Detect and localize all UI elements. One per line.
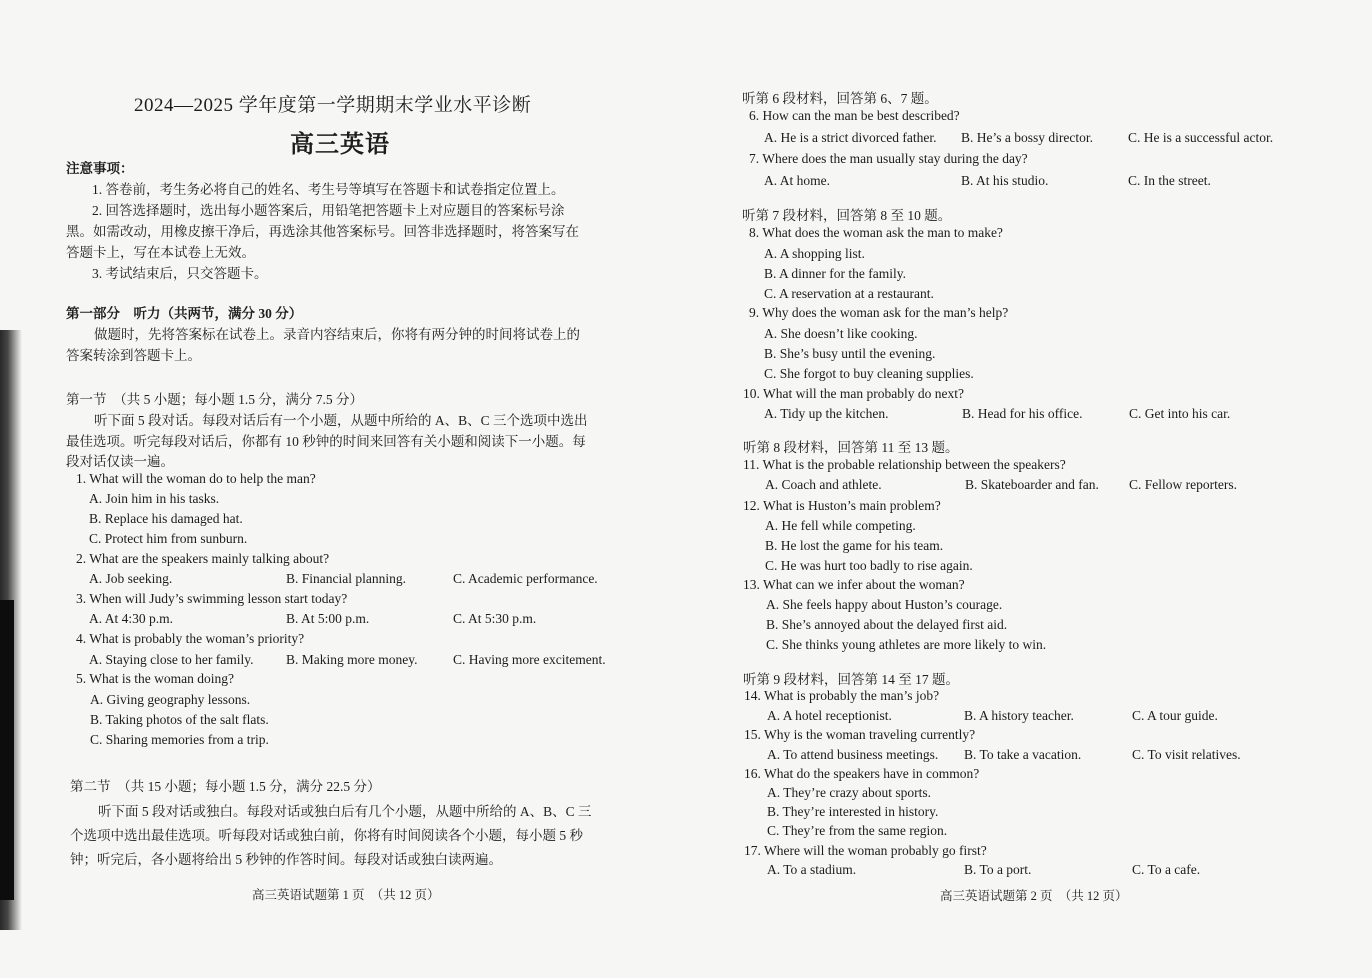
exam-page-1: [64, 0, 624, 978]
option-a: A. She doesn’t like cooking.: [764, 326, 918, 341]
option-b: B. At 5:00 p.m.: [286, 611, 370, 626]
section2-intro-line: 听下面 5 段对话或独白。每段对话或独白后有几个小题，从题中所给的 A、B、C 三: [98, 804, 592, 819]
question-16: 16. What do the speakers have in common?: [744, 766, 980, 781]
option-a: A. He is a strict divorced father.: [764, 130, 937, 145]
option-b: B. Taking photos of the salt flats.: [90, 712, 269, 727]
question-14: 14. What is probably the man’s job?: [744, 688, 940, 703]
question-4: 4. What is probably the woman’s priority?: [76, 631, 305, 646]
option-c: C. Fellow reporters.: [1129, 477, 1237, 492]
section1-intro-line: 段对话仅读一遍。: [66, 454, 174, 469]
notice-line: 2. 回答选择题时，选出每小题答案后，用铅笔把答题卡上对应题目的答案标号涂: [92, 203, 565, 218]
page-footer: 高三英语试题第 1 页 （共 12 页）: [252, 888, 440, 902]
option-c: C. She forgot to buy cleaning supplies.: [764, 366, 974, 381]
option-c: C. A tour guide.: [1132, 708, 1218, 723]
option-b: B. To take a vacation.: [964, 747, 1082, 762]
option-a: A. A hotel receptionist.: [767, 708, 892, 723]
option-b: B. She’s annoyed about the delayed first aid.: [766, 617, 1008, 632]
option-a: A. Tidy up the kitchen.: [764, 406, 889, 421]
option-b: B. A dinner for the family.: [764, 266, 906, 281]
question-12: 12. What is Huston’s main problem?: [743, 498, 941, 513]
question-8: 8. What does the woman ask the man to make?: [749, 225, 1003, 240]
question-7: 7. Where does the man usually stay during the day?: [749, 151, 1028, 166]
option-b: B. Financial planning.: [286, 571, 406, 586]
option-c: C. To a cafe.: [1132, 862, 1201, 877]
exam-subtitle: 高三英语: [290, 132, 390, 158]
material-heading: 听第 7 段材料，回答第 8 至 10 题。: [742, 208, 952, 223]
option-b: B. He lost the game for his team.: [765, 538, 944, 553]
option-a: A. At home.: [764, 173, 830, 188]
option-b: B. They’re interested in history.: [767, 804, 939, 819]
option-c: C. He was hurt too badly to rise again.: [765, 558, 973, 573]
option-c: C. In the street.: [1128, 173, 1211, 188]
part1-intro-line: 答案转涂到答题卡上。: [66, 348, 201, 363]
notice-line: 3. 考试结束后，只交答题卡。: [92, 266, 268, 281]
option-a: A. To attend business meetings.: [767, 747, 939, 762]
option-a: A. Giving geography lessons.: [90, 692, 251, 707]
question-2: 2. What are the speakers mainly talking about?: [76, 551, 330, 566]
option-c: C. Having more excitement.: [453, 652, 606, 667]
question-3: 3. When will Judy’s swimming lesson start today?: [76, 591, 348, 606]
question-5: 5. What is the woman doing?: [76, 671, 234, 686]
notice-line: 黑。如需改动，用橡皮擦干净后，再选涂其他答案标号。回答非选择题时，将答案写在: [66, 224, 579, 239]
part1-intro-line: 做题时，先将答案标在试卷上。录音内容结束后，你将有两分钟的时间将试卷上的: [94, 327, 580, 342]
option-b: B. At his studio.: [961, 173, 1049, 188]
notice-line: 1. 答卷前，考生务必将自己的姓名、考生号等填写在答题卡和试卷指定位置上。: [92, 182, 565, 197]
option-a: A. A shopping list.: [764, 246, 865, 261]
option-a: A. To a stadium.: [767, 862, 857, 877]
material-heading: 听第 6 段材料，回答第 6、7 题。: [742, 91, 938, 106]
question-15: 15. Why is the woman traveling currently?: [744, 727, 976, 742]
section2-intro-line: 钟；听完后，各小题将给出 5 秒钟的作答时间。每段对话或独白读两遍。: [70, 852, 502, 867]
option-c: C. She thinks young athletes are more likely to win.: [766, 637, 1047, 652]
question-10: 10. What will the man probably do next?: [743, 386, 964, 401]
option-b: B. A history teacher.: [964, 708, 1074, 723]
question-17: 17. Where will the woman probably go first?: [744, 843, 987, 858]
option-c: C. They’re from the same region.: [767, 823, 948, 838]
material-heading: 听第 8 段材料，回答第 11 至 13 题。: [743, 440, 959, 455]
option-b: B. Skateboarder and fan.: [965, 477, 1099, 492]
option-c: C. Protect him from sunburn.: [89, 531, 248, 546]
question-6: 6. How can the man be best described?: [749, 108, 960, 123]
question-13: 13. What can we infer about the woman?: [743, 577, 965, 592]
exam-page-2: [742, 0, 1302, 978]
section2-heading: 第二节 （共 15 小题；每小题 1.5 分，满分 22.5 分）: [70, 779, 381, 794]
option-b: B. To a port.: [964, 862, 1032, 877]
option-c: C. To visit relatives.: [1132, 747, 1241, 762]
option-a: A. She feels happy about Huston’s courage.: [766, 597, 1003, 612]
option-b: B. He’s a bossy director.: [961, 130, 1093, 145]
question-1: 1. What will the woman do to help the man?: [76, 471, 316, 486]
exam-title: 2024—2025 学年度第一学期期末学业水平诊断: [134, 95, 532, 116]
option-c: C. Academic performance.: [453, 571, 598, 586]
section1-intro-line: 听下面 5 段对话。每段对话后有一个小题，从题中所给的 A、B、C 三个选项中选出: [94, 413, 588, 428]
question-11: 11. What is the probable relationship between the speakers?: [743, 457, 1066, 472]
option-b: B. She’s busy until the evening.: [764, 346, 936, 361]
option-a: A. At 4:30 p.m.: [89, 611, 174, 626]
section2-intro-line: 个选项中选出最佳选项。听每段对话或独白前，你将有时间阅读各个小题，每小题 5 秒: [70, 828, 583, 843]
section1-intro-line: 最佳选项。听完每段对话后，你都有 10 秒钟的时间来回答有关小题和阅读下一小题。每: [66, 434, 586, 449]
option-a: A. He fell while competing.: [765, 518, 916, 533]
option-a: A. Coach and athlete.: [765, 477, 882, 492]
option-b: B. Making more money.: [286, 652, 418, 667]
option-b: B. Replace his damaged hat.: [89, 511, 243, 526]
material-heading: 听第 9 段材料，回答第 14 至 17 题。: [743, 672, 959, 687]
page-footer: 高三英语试题第 2 页 （共 12 页）: [940, 889, 1128, 903]
option-a: A. Staying close to her family.: [89, 652, 254, 667]
question-9: 9. Why does the woman ask for the man’s help?: [749, 305, 1009, 320]
option-a: A. Job seeking.: [89, 571, 173, 586]
option-c: C. Sharing memories from a trip.: [90, 732, 269, 747]
notice-heading: 注意事项：: [66, 161, 134, 176]
option-c: C. At 5:30 p.m.: [453, 611, 537, 626]
option-b: B. Head for his office.: [962, 406, 1083, 421]
option-c: C. A reservation at a restaurant.: [764, 286, 934, 301]
option-a: A. Join him in his tasks.: [89, 491, 220, 506]
notice-line: 答题卡上，写在本试卷上无效。: [66, 245, 255, 260]
option-a: A. They’re crazy about sports.: [767, 785, 931, 800]
section1-heading: 第一节 （共 5 小题；每小题 1.5 分，满分 7.5 分）: [66, 392, 363, 407]
option-c: C. He is a successful actor.: [1128, 130, 1274, 145]
option-c: C. Get into his car.: [1129, 406, 1231, 421]
part1-heading: 第一部分 听力（共两节，满分 30 分）: [66, 306, 303, 321]
scan-shadow-edge-dark: [0, 600, 14, 900]
